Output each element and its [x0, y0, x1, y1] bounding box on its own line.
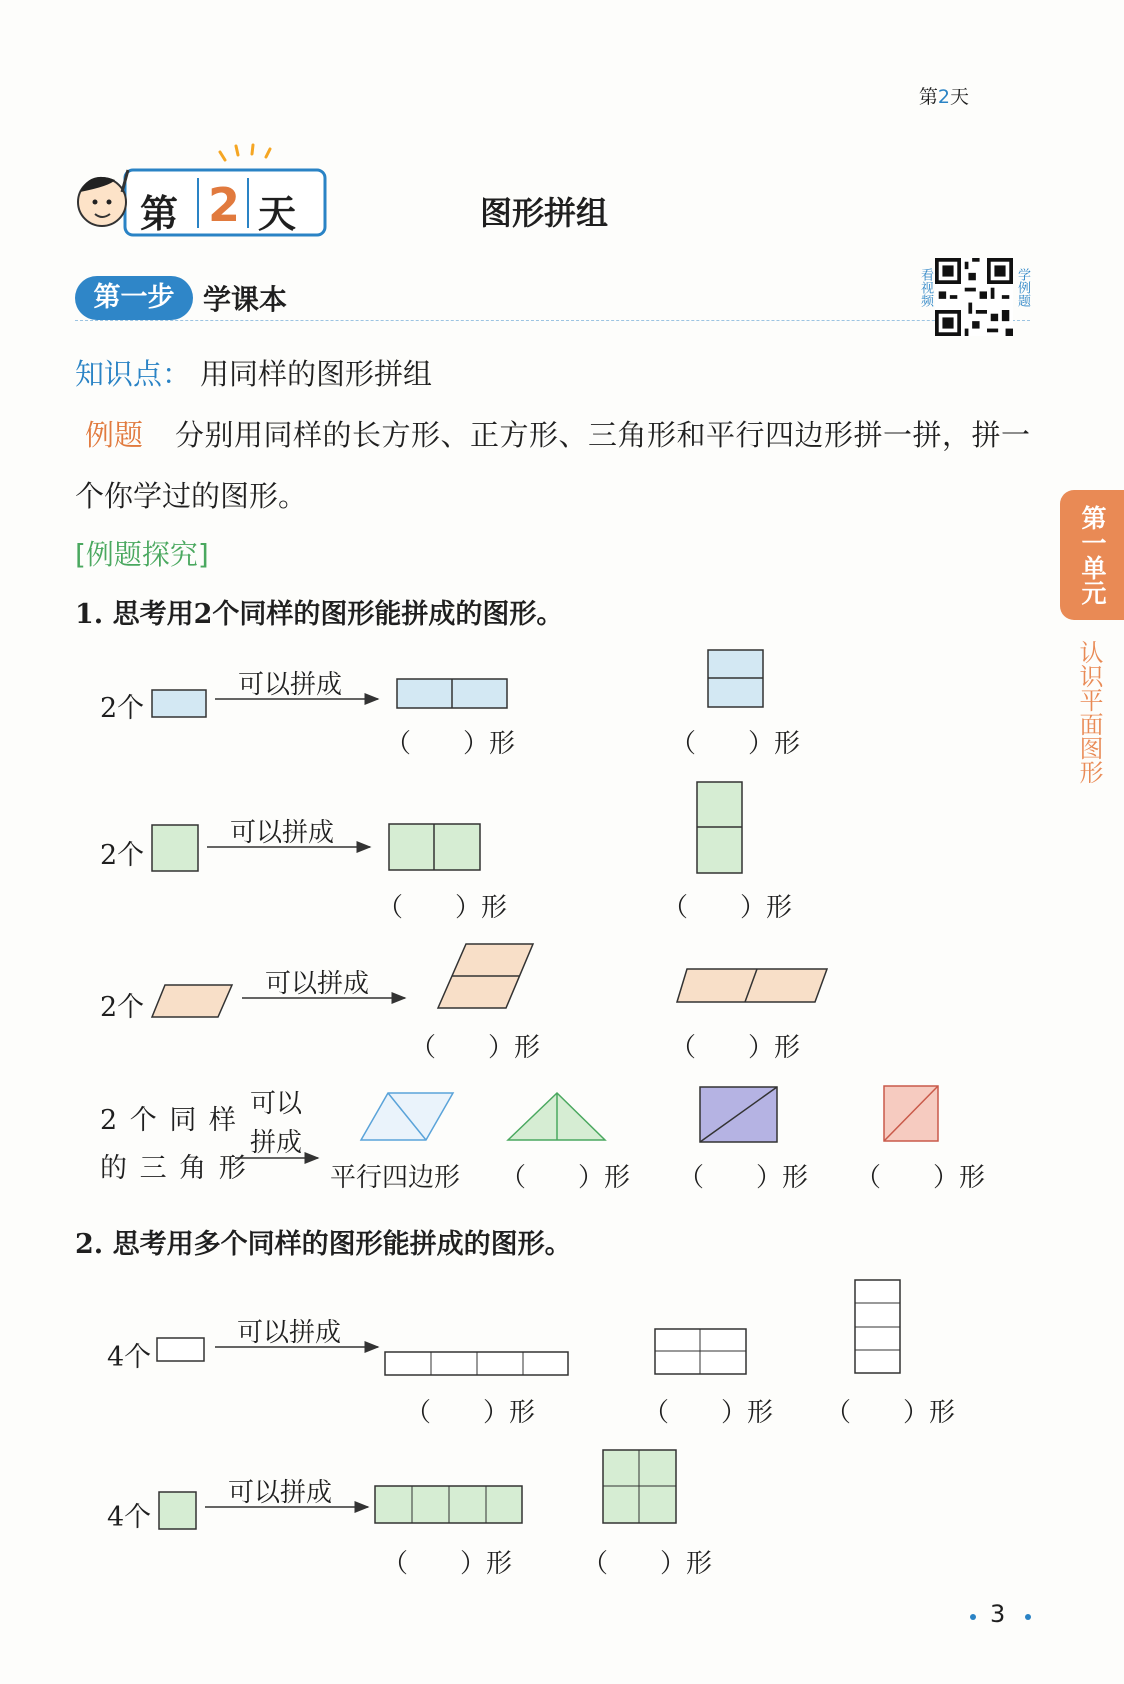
page-title: 图形拼组	[480, 194, 609, 232]
composite-shape	[653, 1327, 749, 1377]
row-label: 2个	[100, 992, 145, 1023]
row-label: 2个	[100, 693, 145, 724]
composite-shape	[706, 648, 766, 710]
question-1: 1. 思考用2个同样的图形能拼成的图形。	[75, 599, 564, 630]
knowledge-label: 知识点：	[75, 357, 192, 391]
banner-di: 第	[140, 192, 179, 236]
row-label: 2 个 同 样	[100, 1105, 238, 1136]
page-dot-icon	[970, 1614, 976, 1620]
triangle-composite-shape	[698, 1085, 780, 1145]
arrow-icon	[213, 692, 383, 706]
banner-num: 2	[208, 178, 241, 232]
triangle-composite-shape	[882, 1084, 940, 1144]
rect-shape	[155, 1336, 207, 1364]
composite-shape	[436, 941, 536, 1011]
example-text: 分别用同样的长方形、正方形、三角形和平行四边形拼一拼，拼一	[175, 418, 1031, 452]
composite-shape	[383, 1350, 571, 1378]
square-shape	[157, 1490, 199, 1532]
question-2: 2. 思考用多个同样的图形能拼成的图形。	[75, 1229, 572, 1260]
row-label: 4个	[107, 1342, 152, 1373]
composite-shape	[601, 1448, 679, 1526]
arrow-icon	[213, 1340, 383, 1354]
row-label: 2个	[100, 840, 145, 871]
composite-shape	[675, 966, 830, 1006]
composite-shape	[853, 1278, 903, 1376]
page-number: 3	[990, 1600, 1006, 1628]
answer-blank[interactable]: （ ）形	[855, 1163, 986, 1193]
arrow-icon	[205, 840, 375, 854]
step-badge: 第一步	[75, 276, 193, 320]
qr-code-icon[interactable]	[935, 258, 1013, 336]
triangle-composite-shape	[505, 1090, 609, 1144]
answer-blank[interactable]: （ ）形	[678, 1163, 809, 1193]
arrow-icon	[240, 991, 410, 1005]
answer-blank[interactable]: （ ）形	[382, 1549, 513, 1579]
arrow-label: 可以拼成	[238, 670, 343, 700]
page-dot-icon	[1025, 1614, 1031, 1620]
unit-title: 认识平面图形	[1075, 640, 1103, 784]
sun-rays-icon	[220, 145, 270, 160]
shape-name: 平行四边形	[330, 1163, 461, 1193]
answer-blank[interactable]: （ ）形	[377, 893, 508, 923]
example-text-cont: 个你学过的图形。	[75, 479, 308, 513]
arrow-label: 拼成	[250, 1128, 303, 1158]
boy-mascot-icon	[78, 170, 128, 226]
parallelogram-shape	[150, 982, 235, 1020]
arrow-label: 可以拼成	[237, 1318, 342, 1348]
answer-blank[interactable]: （ ）形	[825, 1398, 956, 1428]
answer-blank[interactable]: （ ）形	[405, 1398, 536, 1428]
step-title: 学课本	[203, 283, 288, 316]
arrow-icon	[203, 1500, 373, 1514]
composite-shape	[373, 1484, 525, 1526]
square-shape	[150, 823, 202, 875]
answer-blank[interactable]: （ ）形	[500, 1163, 631, 1193]
arrow-label: 可以拼成	[265, 969, 370, 999]
answer-blank[interactable]: （ ）形	[670, 1033, 801, 1063]
composite-shape	[387, 822, 483, 874]
qr-right-label: 学例题	[1015, 268, 1030, 307]
row-label: 的 三 角 形	[100, 1153, 248, 1184]
answer-blank[interactable]: （ ）形	[582, 1549, 713, 1579]
answer-blank[interactable]: （ ）形	[410, 1033, 541, 1063]
answer-blank[interactable]: （ ）形	[662, 893, 793, 923]
example-label: 例题	[85, 418, 144, 452]
row-label: 4个	[107, 1502, 152, 1533]
answer-blank[interactable]: （ ）形	[670, 729, 801, 759]
answer-blank[interactable]: （ ）形	[643, 1398, 774, 1428]
qr-left-label: 看视频	[918, 268, 933, 307]
arrow-label: 可以拼成	[228, 1478, 333, 1508]
banner-tian: 天	[258, 192, 297, 236]
composite-shape	[695, 780, 745, 876]
answer-blank[interactable]: （ ）形	[385, 729, 516, 759]
arrow-label: 可以拼成	[230, 818, 335, 848]
arrow-icon	[233, 1151, 323, 1165]
knowledge-text: 用同样的图形拼组	[200, 357, 433, 391]
arrow-label: 可以	[250, 1089, 303, 1119]
triangle-parallelogram-shape	[358, 1090, 458, 1144]
divider	[75, 320, 1030, 321]
header-day: 第2天	[918, 86, 969, 108]
composite-shape	[395, 677, 510, 711]
rect-shape	[150, 688, 210, 720]
unit-tab[interactable]: 第一单元	[1060, 490, 1124, 620]
explore-heading: [例题探究]	[75, 538, 209, 571]
